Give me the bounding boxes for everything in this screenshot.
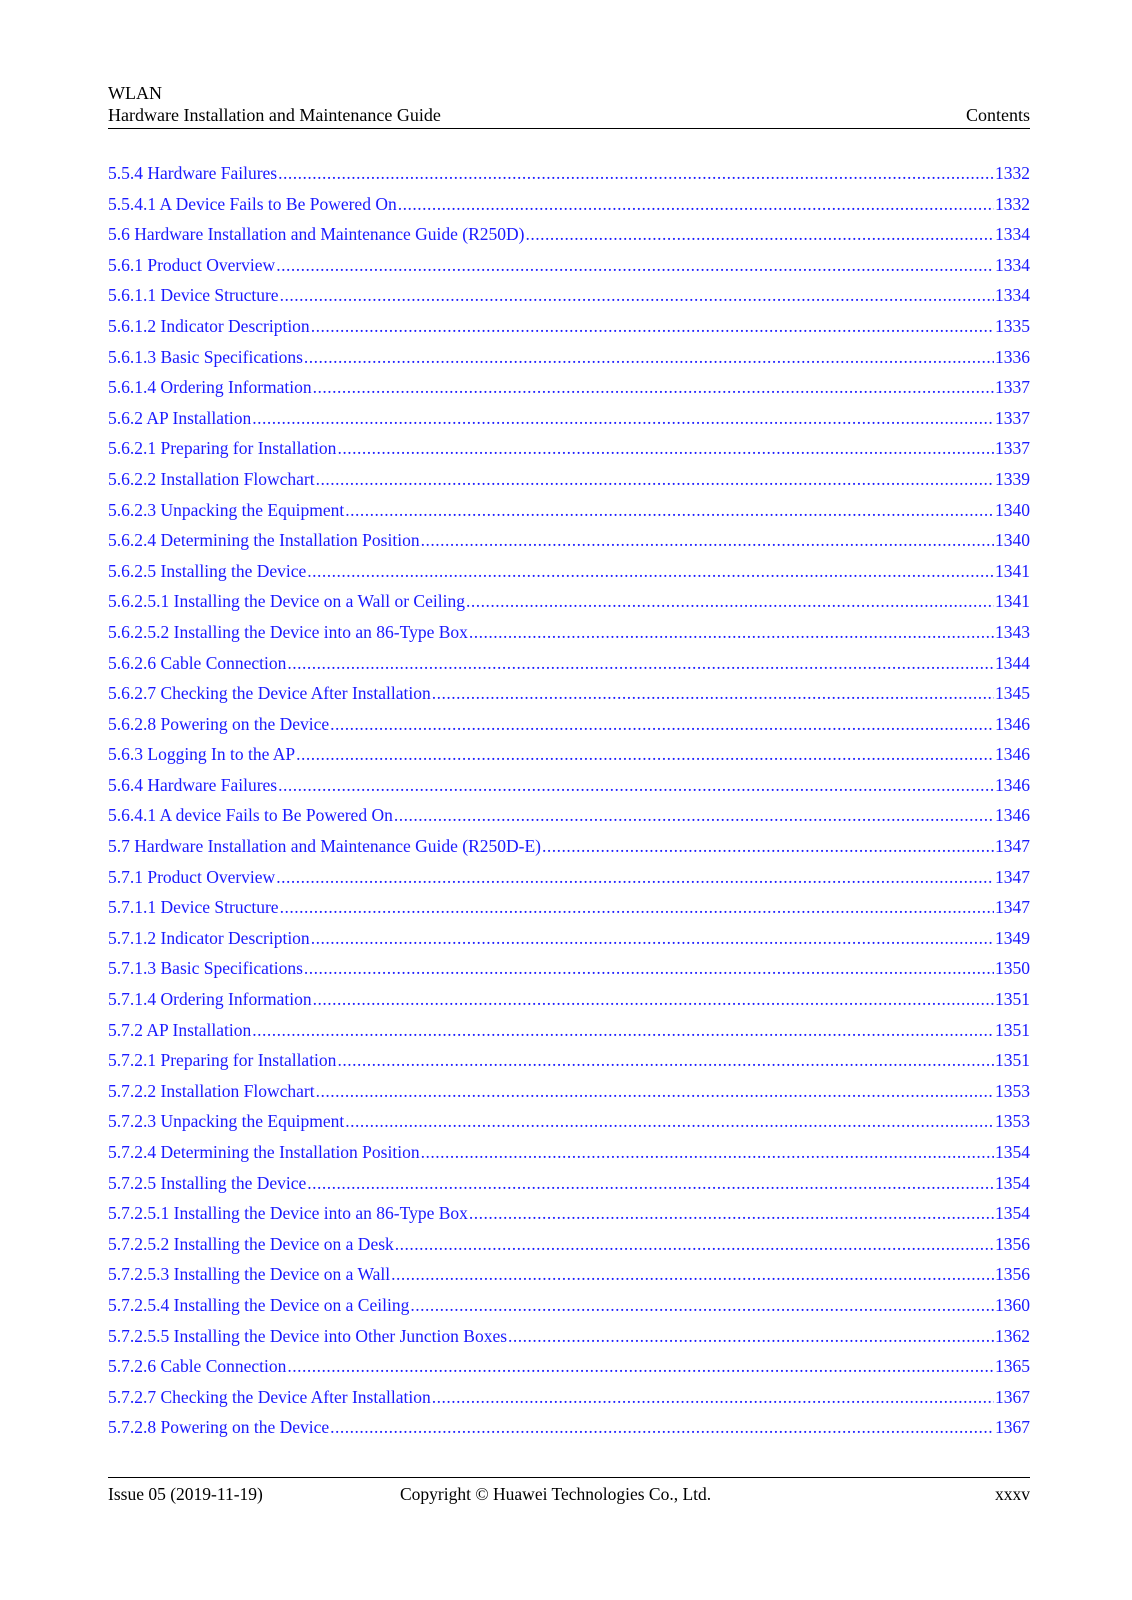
toc-dot-leader — [469, 1198, 994, 1229]
toc-entry-page[interactable]: 1334 — [995, 224, 1030, 245]
toc-dot-leader — [330, 1412, 994, 1443]
toc-dot-leader — [296, 739, 994, 770]
toc-entry[interactable] — [108, 984, 1030, 1015]
toc-entry-title[interactable]: 5.6 Hardware Installation and Maintenance Guide (R250D) — [108, 224, 525, 245]
toc-dot-leader — [394, 800, 994, 831]
toc-entry[interactable] — [108, 433, 1030, 464]
toc-entry-page[interactable]: 1336 — [995, 346, 1030, 367]
toc-entry[interactable] — [108, 770, 1030, 801]
toc-entry-title[interactable]: 5.7.2.5.3 Installing the Device on a Wall — [108, 1264, 391, 1285]
toc-entry[interactable] — [108, 892, 1030, 923]
toc-dot-leader — [252, 403, 994, 434]
toc-entry-title[interactable]: 5.7.1.2 Indicator Description — [108, 927, 310, 948]
toc-entry[interactable] — [108, 648, 1030, 679]
toc-entry-title[interactable]: 5.5.4 Hardware Failures — [108, 163, 278, 183]
toc-entry[interactable] — [108, 1045, 1030, 1076]
toc-entry-title[interactable]: 5.6.1.3 Basic Specifications — [108, 346, 303, 367]
toc-entry[interactable] — [108, 219, 1030, 250]
toc-entry-title[interactable]: 5.6.2 AP Installation — [108, 407, 252, 428]
toc-dot-leader — [307, 556, 994, 587]
toc-entry-page[interactable]: 1346 — [995, 713, 1030, 734]
toc-entry-title[interactable]: 5.7.2.8 Powering on the Device — [108, 1417, 330, 1438]
toc-dot-leader — [311, 923, 994, 954]
toc-entry-page[interactable]: 1351 — [995, 1050, 1030, 1071]
toc-dot-leader — [525, 219, 994, 250]
toc-entry[interactable] — [108, 464, 1030, 495]
toc-dot-leader — [316, 1076, 994, 1107]
toc-dot-leader — [466, 586, 994, 617]
toc-entry-page[interactable]: 1337 — [995, 438, 1030, 459]
toc-entry-title[interactable]: 5.7.2.5 Installing the Device — [108, 1172, 307, 1193]
toc-entry-page[interactable]: 1356 — [995, 1264, 1030, 1285]
toc-entry-page[interactable]: 1349 — [995, 927, 1030, 948]
toc-entry-page[interactable]: 1344 — [995, 652, 1030, 673]
toc-entry-title[interactable]: 5.7.1.1 Device Structure — [108, 897, 279, 918]
toc-entry-title[interactable]: 5.6.2.4 Determining the Installation Position — [108, 530, 420, 551]
toc-entry[interactable] — [108, 495, 1030, 526]
toc-entry-title[interactable]: 5.7.2.4 Determining the Installation Position — [108, 1142, 420, 1162]
toc-entry-title[interactable]: 5.7.2.5.1 Installing the Device into an 86-Type Box — [108, 1203, 468, 1224]
toc-entry[interactable] — [108, 831, 1030, 862]
toc-entry-page[interactable]: 1340 — [995, 499, 1030, 520]
toc-dot-leader — [252, 1015, 994, 1046]
toc-entry[interactable] — [108, 1412, 1030, 1443]
toc-entry-title[interactable]: 5.7.2.5.4 Installing the Device on a Ceiling — [108, 1294, 410, 1315]
toc-entry[interactable] — [108, 1382, 1030, 1413]
issue-date: Issue 05 (2019-11-19) — [108, 1484, 263, 1504]
toc-entry-title[interactable]: 5.6.2.3 Unpacking the Equipment — [108, 499, 345, 520]
toc-dot-leader — [304, 953, 994, 984]
toc-entry[interactable] — [108, 342, 1030, 373]
toc-entry-page[interactable]: 1334 — [995, 285, 1030, 306]
toc-entry[interactable] — [108, 617, 1030, 648]
toc-entry[interactable] — [108, 403, 1030, 434]
toc-entry-title[interactable]: 5.6.1 Product Overview — [108, 254, 276, 275]
toc-entry[interactable] — [108, 1168, 1030, 1199]
toc-entry-page[interactable]: 1354 — [995, 1142, 1030, 1162]
toc-dot-leader — [337, 1045, 994, 1076]
toc-entry-page[interactable]: 1334 — [995, 254, 1030, 275]
toc-entry[interactable] — [108, 1290, 1030, 1321]
toc-dot-leader — [345, 495, 994, 526]
toc-entry[interactable] — [108, 1321, 1030, 1352]
toc-entry-title[interactable]: 5.7.2.5.2 Installing the Device on a Desk — [108, 1233, 394, 1254]
toc-entry-title[interactable]: 5.7.1.3 Basic Specifications — [108, 958, 303, 979]
toc-dot-leader — [287, 1351, 994, 1382]
toc-entry-page[interactable]: 1332 — [995, 163, 1030, 183]
toc-dot-leader — [304, 342, 994, 373]
toc-entry-page[interactable]: 1337 — [995, 377, 1030, 398]
table-of-contents — [108, 158, 1030, 1443]
toc-entry-page[interactable]: 1360 — [995, 1294, 1030, 1315]
toc-entry[interactable] — [108, 1137, 1030, 1168]
toc-entry-page[interactable]: 1365 — [995, 1356, 1030, 1377]
toc-entry[interactable] — [108, 372, 1030, 403]
toc-entry-title[interactable]: 5.6.3 Logging In to the AP — [108, 744, 296, 765]
toc-entry[interactable] — [108, 953, 1030, 984]
toc-dot-leader — [421, 525, 994, 556]
toc-dot-leader — [345, 1106, 994, 1137]
toc-entry[interactable] — [108, 739, 1030, 770]
toc-entry[interactable] — [108, 709, 1030, 740]
toc-entry-page[interactable]: 1347 — [995, 897, 1030, 918]
toc-entry-title[interactable]: 5.6.2.7 Checking the Device After Installation — [108, 683, 431, 704]
toc-entry-page[interactable]: 1351 — [995, 1019, 1030, 1040]
toc-dot-leader — [311, 311, 994, 342]
toc-entry-title[interactable]: 5.7.1.4 Ordering Information — [108, 989, 312, 1010]
toc-entry-page[interactable]: 1337 — [995, 407, 1030, 428]
toc-entry-page[interactable]: 1362 — [995, 1325, 1030, 1346]
toc-entry-title[interactable]: 5.7.2.5.5 Installing the Device into Other Junction Boxes — [108, 1325, 508, 1346]
toc-dot-leader — [542, 831, 994, 862]
toc-entry-page[interactable]: 1340 — [995, 530, 1030, 551]
page-number: xxxv — [995, 1484, 1030, 1504]
toc-entry-title[interactable]: 5.6.2.6 Cable Connection — [108, 652, 287, 673]
toc-entry-title[interactable]: 5.6.2.8 Powering on the Device — [108, 713, 330, 734]
toc-entry-page[interactable]: 1346 — [995, 805, 1030, 826]
toc-entry-title[interactable]: 5.5.4.1 A Device Fails to Be Powered On — [108, 193, 397, 214]
toc-entry-page[interactable]: 1350 — [995, 958, 1030, 979]
toc-dot-leader — [280, 892, 994, 923]
toc-entry-page[interactable]: 1367 — [995, 1386, 1030, 1407]
toc-dot-leader — [313, 372, 994, 403]
toc-dot-leader — [432, 678, 994, 709]
toc-entry-title[interactable]: 5.6.1.2 Indicator Description — [108, 315, 310, 336]
toc-dot-leader — [278, 158, 994, 189]
toc-entry-title[interactable]: 5.6.2.1 Preparing for Installation — [108, 438, 337, 459]
toc-dot-leader — [337, 433, 994, 464]
toc-entry-page[interactable]: 1346 — [995, 744, 1030, 765]
toc-entry-page[interactable]: 1346 — [995, 774, 1030, 795]
toc-dot-leader — [278, 770, 994, 801]
toc-entry[interactable] — [108, 158, 1030, 189]
toc-entry-page[interactable]: 1341 — [995, 591, 1030, 612]
toc-entry-title[interactable]: 5.7.2.6 Cable Connection — [108, 1356, 287, 1377]
toc-entry-page[interactable]: 1345 — [995, 683, 1030, 704]
toc-dot-leader — [432, 1382, 994, 1413]
toc-entry[interactable] — [108, 311, 1030, 342]
toc-dot-leader — [410, 1290, 994, 1321]
toc-entry[interactable] — [108, 556, 1030, 587]
toc-entry-page[interactable]: 1356 — [995, 1233, 1030, 1254]
toc-entry[interactable] — [108, 800, 1030, 831]
toc-dot-leader — [391, 1259, 994, 1290]
toc-dot-leader — [276, 250, 994, 281]
page-footer — [108, 1477, 1030, 1508]
toc-entry[interactable] — [108, 678, 1030, 709]
toc-dot-leader — [276, 862, 994, 893]
toc-dot-leader — [313, 984, 994, 1015]
toc-entry-title[interactable]: 5.6.2.5.1 Installing the Device on a Wall or Ceiling — [108, 591, 465, 612]
toc-dot-leader — [280, 280, 994, 311]
toc-entry-page[interactable]: 1354 — [995, 1172, 1030, 1193]
document-title: WLAN — [108, 83, 162, 103]
toc-entry-title[interactable]: 5.6.2.5 Installing the Device — [108, 560, 307, 581]
toc-entry-page[interactable]: 1341 — [995, 560, 1030, 581]
toc-dot-leader — [395, 1229, 994, 1260]
toc-dot-leader — [316, 464, 994, 495]
toc-dot-leader — [398, 189, 994, 220]
toc-entry-page[interactable]: 1347 — [995, 866, 1030, 887]
toc-entry[interactable] — [108, 1229, 1030, 1260]
toc-entry[interactable] — [108, 862, 1030, 893]
document-subtitle: Hardware Installation and Maintenance Guide — [108, 105, 441, 125]
toc-entry-page[interactable]: 1351 — [995, 989, 1030, 1010]
toc-entry-page[interactable]: 1347 — [995, 836, 1030, 857]
toc-entry-title[interactable]: 5.7.2.7 Checking the Device After Installation — [108, 1386, 431, 1407]
toc-entry[interactable] — [108, 1015, 1030, 1046]
toc-entry[interactable] — [108, 250, 1030, 281]
toc-entry[interactable] — [108, 586, 1030, 617]
toc-entry-page[interactable]: 1353 — [995, 1111, 1030, 1132]
toc-entry-page[interactable]: 1335 — [995, 315, 1030, 336]
toc-entry-title[interactable]: 5.6.4.1 A device Fails to Be Powered On — [108, 805, 393, 826]
toc-entry-title[interactable]: 5.7 Hardware Installation and Maintenance Guide (R250D-E) — [108, 836, 541, 857]
toc-entry-title[interactable]: 5.7.1 Product Overview — [108, 866, 276, 887]
toc-entry[interactable] — [108, 1076, 1030, 1107]
toc-entry-title[interactable]: 5.6.4 Hardware Failures — [108, 774, 278, 795]
toc-entry-title[interactable]: 5.6.2.2 Installation Flowchart — [108, 468, 315, 489]
toc-entry[interactable] — [108, 280, 1030, 311]
toc-dot-leader — [307, 1168, 994, 1199]
toc-entry[interactable] — [108, 1351, 1030, 1382]
copyright-notice: Copyright © Huawei Technologies Co., Ltd. — [400, 1484, 712, 1504]
page-header — [108, 80, 1030, 129]
toc-entry-page[interactable]: 1332 — [995, 193, 1030, 214]
toc-entry-title[interactable]: 5.7.2.3 Unpacking the Equipment — [108, 1111, 345, 1132]
toc-entry-title[interactable]: 5.6.1.1 Device Structure — [108, 285, 279, 306]
toc-entry[interactable] — [108, 189, 1030, 220]
toc-entry-page[interactable]: 1354 — [995, 1203, 1030, 1224]
toc-entry[interactable] — [108, 525, 1030, 556]
toc-entry[interactable] — [108, 1259, 1030, 1290]
toc-entry-title[interactable]: 5.6.1.4 Ordering Information — [108, 377, 312, 398]
toc-dot-leader — [330, 709, 994, 740]
toc-dot-leader — [421, 1137, 994, 1168]
toc-entry-page[interactable]: 1353 — [995, 1080, 1030, 1101]
toc-dot-leader — [469, 617, 994, 648]
toc-entry-title[interactable]: 5.7.2.2 Installation Flowchart — [108, 1080, 315, 1101]
toc-entry-page[interactable]: 1339 — [995, 468, 1030, 489]
toc-entry-title[interactable]: 5.6.2.5.2 Installing the Device into an 86-Type Box — [108, 621, 468, 642]
toc-entry[interactable] — [108, 1106, 1030, 1137]
toc-entry-title[interactable]: 5.7.2 AP Installation — [108, 1019, 252, 1040]
toc-entry[interactable] — [108, 1198, 1030, 1229]
toc-dot-leader — [287, 648, 994, 679]
toc-entry-page[interactable]: 1343 — [995, 621, 1030, 642]
toc-entry-page[interactable]: 1367 — [995, 1417, 1030, 1438]
toc-dot-leader — [508, 1321, 994, 1352]
toc-entry-title[interactable]: 5.7.2.1 Preparing for Installation — [108, 1050, 337, 1071]
section-name: Contents — [965, 105, 1030, 125]
toc-entry[interactable] — [108, 923, 1030, 954]
